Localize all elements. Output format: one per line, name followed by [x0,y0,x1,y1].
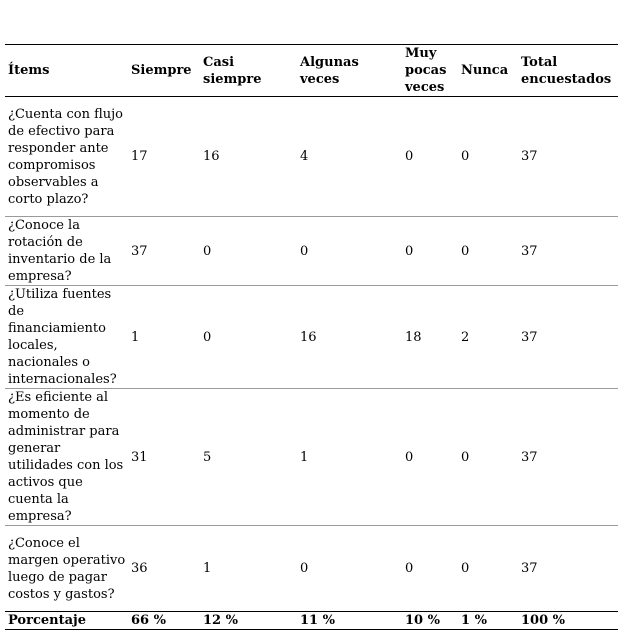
cell-total: 37 [521,243,538,259]
header-total: Total encuestados [521,54,612,87]
cell-muy-pocas-veces: 0 [405,449,414,465]
row-question: ¿Es eficiente al momento de administrar para generar utilidades con los activos que cuenta la empresa? [8,390,124,524]
row-question: ¿Conoce el margen operativo luego de pagar costos y gastos? [8,535,126,602]
pct-siempre: 66 % [131,612,166,628]
survey-results-table [5,44,618,630]
cell-siempre: 36 [131,561,148,576]
cell-nunca: 2 [461,329,470,345]
cell-nunca: 0 [461,149,470,164]
header-algunas-veces: Algunas veces [300,54,359,87]
cell-total: 37 [521,329,538,345]
cell-muy-pocas-veces: 0 [405,561,414,576]
table-row [5,97,618,217]
cell-muy-pocas-veces: 18 [405,329,422,345]
cell-nunca: 0 [461,561,470,576]
cell-casi-siempre: 0 [203,329,212,345]
cell-algunas-veces: 0 [300,243,309,259]
header-casi-siempre: Casi siempre [203,54,262,87]
table-row [5,217,618,286]
header-items: Ítems [8,63,50,78]
cell-casi-siempre: 16 [203,149,220,164]
pct-muy-pocas-veces: 10 % [405,612,440,628]
row-question: ¿Utiliza fuentes de financiamiento locales, nacionales o internacionales? [8,287,117,387]
percentage-row [5,612,618,630]
table-row [5,389,618,526]
cell-casi-siempre: 1 [203,561,212,576]
cell-siempre: 37 [131,243,148,259]
cell-muy-pocas-veces: 0 [405,243,414,259]
pct-algunas-veces: 11 % [300,612,335,628]
cell-muy-pocas-veces: 0 [405,149,414,164]
cell-nunca: 0 [461,243,470,259]
cell-algunas-veces: 0 [300,561,309,576]
pct-nunca: 1 % [461,612,487,628]
cell-siempre: 1 [131,329,140,345]
cell-casi-siempre: 5 [203,449,212,465]
table-row [5,526,618,612]
row-question: ¿Cuenta con flujo de efectivo para responder ante compromisos observables a corto plazo? [8,106,123,207]
row-question: ¿Conoce la rotación de inventario de la empresa? [8,218,112,284]
cell-total: 37 [521,149,538,164]
pct-total: 100 % [521,612,566,628]
cell-total: 37 [521,561,538,576]
header-siempre: Siempre [131,63,192,78]
cell-algunas-veces: 1 [300,449,309,465]
cell-siempre: 31 [131,449,148,465]
header-nunca: Nunca [461,63,509,78]
cell-nunca: 0 [461,449,470,465]
percentage-label: Porcentaje [8,612,86,628]
table-header-row [5,45,618,97]
cell-total: 37 [521,449,538,465]
cell-algunas-veces: 16 [300,329,317,345]
pct-casi-siempre: 12 % [203,612,238,628]
cell-casi-siempre: 0 [203,243,212,259]
cell-siempre: 17 [131,149,148,164]
cell-algunas-veces: 4 [300,149,309,164]
header-muy-pocas-veces: Muy pocas veces [405,46,447,95]
table-row [5,286,618,389]
